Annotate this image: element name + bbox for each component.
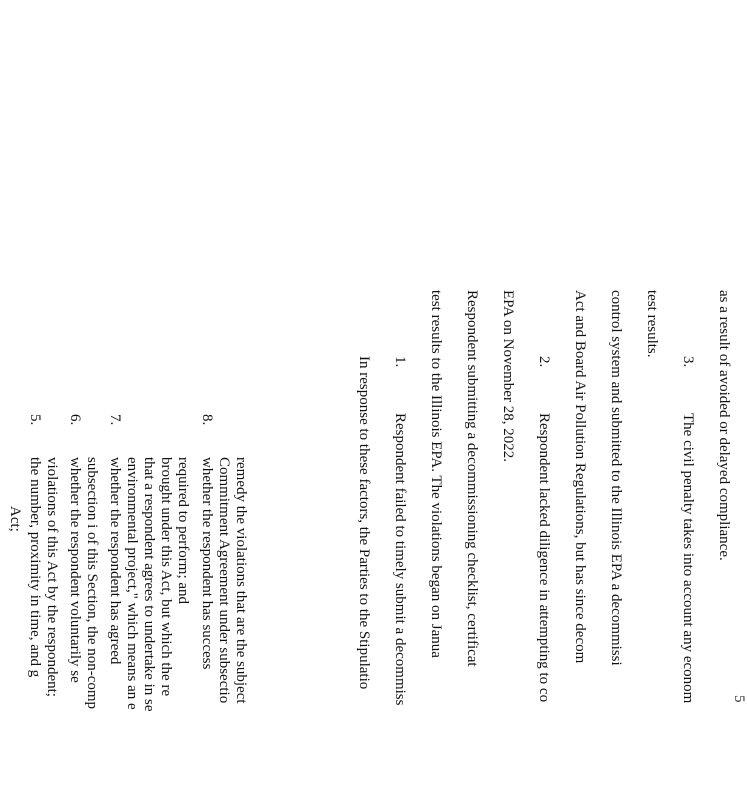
response-line: Respondent failed to timely submit a decommiss [392, 413, 408, 706]
response-number: 1. [392, 356, 408, 368]
top-fragment: Act; [7, 506, 23, 532]
factor-line: the number, proximity in time, and g [27, 457, 43, 678]
response-line: test results. [644, 290, 660, 358]
page-number: 5 [731, 695, 747, 703]
factor-line: whether the respondent voluntarily se [67, 457, 83, 683]
factor-line: subsection i of this Section, the non-comp [84, 457, 100, 710]
response-line: EPA on November 28, 2022. [500, 290, 516, 462]
factor-number: 7. [107, 414, 123, 426]
response-number: 2. [536, 356, 552, 368]
factor-line: Commitment Agreement under subsectio [216, 457, 232, 704]
factor-number: 5. [27, 414, 43, 426]
factor-number: 8. [199, 414, 215, 426]
factor-number: 6. [67, 414, 83, 426]
factor-line: remedy the violations that are the subject [233, 457, 249, 704]
response-line: Respondent submitting a decommissioning checklist, certificat [464, 290, 480, 667]
factor-line: whether the respondent has agreed [107, 457, 123, 665]
factor-line: brought under this Act, but which the re [158, 457, 174, 697]
response-line: Respondent lacked diligence in attempting to co [536, 413, 552, 703]
factor-line: violations of this Act by the respondent; [44, 457, 60, 697]
response-number: 3. [680, 356, 696, 368]
response-line: The civil penalty takes into account any econom [680, 413, 696, 704]
response-line: control system and submitted to the Illinois EPA a decommissi [608, 290, 624, 666]
response-line: Act and Board Air Pollution Regulations, but has since decom [572, 290, 588, 664]
factor-line: whether the respondent has success [199, 457, 215, 670]
response-line: test results to the Illinois EPA. The violations began on Janua [428, 290, 444, 658]
factor-line: required to perform; and [175, 457, 191, 605]
response-line: as a result of avoided or delayed compliance. [716, 290, 732, 561]
response-intro: In response to these factors, the Parties to the Stipulatio [356, 356, 372, 690]
factor-line: environmental project," which means an e [124, 457, 140, 710]
factor-line: that a respondent agrees to undertake in se [141, 457, 157, 712]
